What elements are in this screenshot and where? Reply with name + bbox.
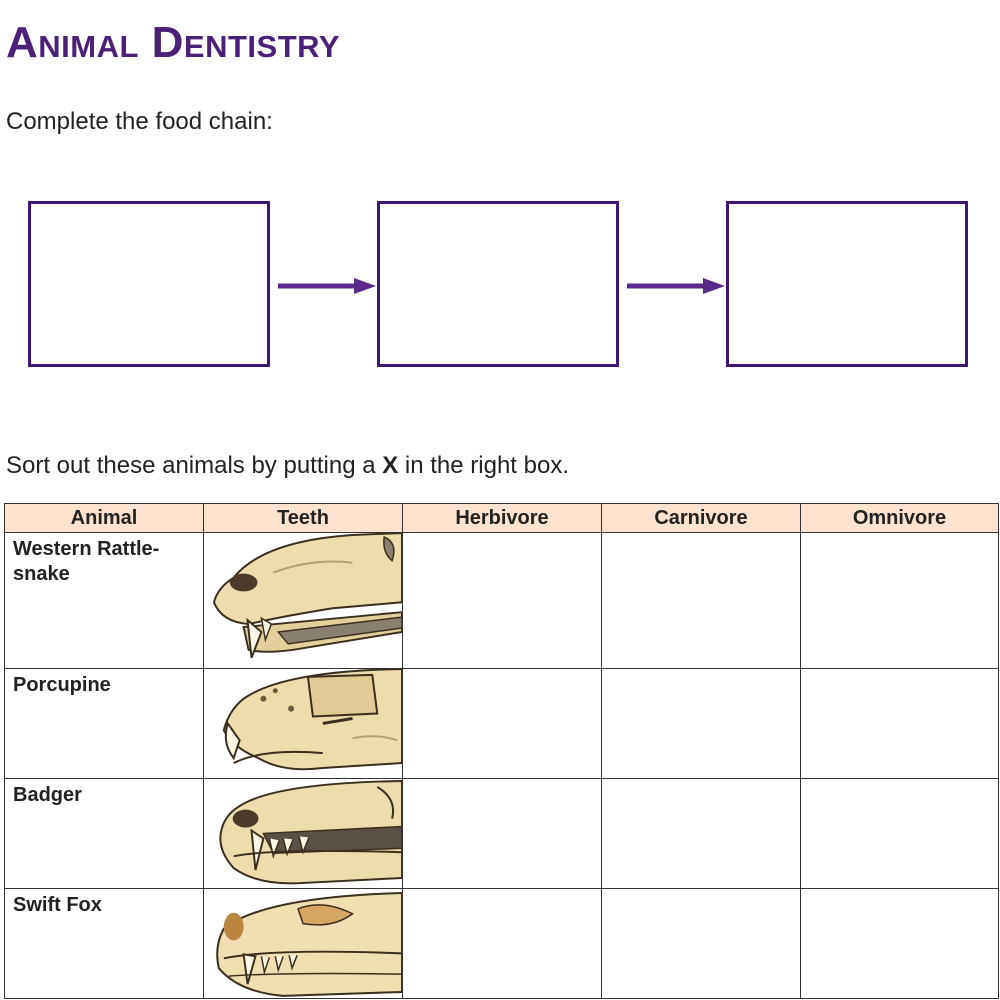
teeth-cell <box>204 779 403 889</box>
animal-name-continued: snake <box>13 563 70 585</box>
page-title: Animal Dentistry <box>6 18 341 67</box>
header-teeth: Teeth <box>204 504 403 533</box>
carnivore-cell[interactable] <box>602 533 801 669</box>
table-row <box>5 779 999 889</box>
sort-instruction-mark: X <box>382 452 399 479</box>
sort-instruction-text: Sort out these animals by putting a <box>6 452 383 479</box>
table-header-row <box>5 504 999 533</box>
omnivore-cell[interactable] <box>801 889 999 999</box>
omnivore-cell[interactable] <box>801 669 999 779</box>
header-omnivore: Omnivore <box>801 504 999 533</box>
food-chain-box-1[interactable] <box>28 201 270 367</box>
header-carnivore: Carnivore <box>602 504 801 533</box>
sort-table <box>4 503 999 999</box>
animal-name-cell <box>5 533 204 669</box>
porcupine-skull-image <box>204 669 402 778</box>
omnivore-cell[interactable] <box>801 779 999 889</box>
herbivore-cell[interactable] <box>403 533 602 669</box>
rattlesnake-skull-image <box>204 533 402 668</box>
table-row <box>5 669 999 779</box>
header-animal: Animal <box>5 504 204 533</box>
herbivore-cell[interactable] <box>403 889 602 999</box>
herbivore-cell[interactable] <box>403 669 602 779</box>
sort-instruction-text-end: in the right box. <box>398 452 569 479</box>
animal-name-cell <box>5 889 204 999</box>
carnivore-cell[interactable] <box>602 779 801 889</box>
food-chain-box-2[interactable] <box>377 201 619 367</box>
teeth-cell <box>204 533 403 669</box>
carnivore-cell[interactable] <box>602 889 801 999</box>
herbivore-cell[interactable] <box>403 779 602 889</box>
carnivore-cell[interactable] <box>602 669 801 779</box>
food-chain-box-3[interactable] <box>726 201 968 367</box>
swift-fox-skull-image <box>204 889 402 998</box>
animal-name: Western Rattle- <box>13 538 160 560</box>
teeth-cell <box>204 889 403 999</box>
animal-name-cell <box>5 669 204 779</box>
omnivore-cell[interactable] <box>801 533 999 669</box>
arrow-right-icon <box>625 276 727 296</box>
animal-name: Porcupine <box>13 674 111 696</box>
badger-skull-image <box>204 779 402 888</box>
header-herbivore: Herbivore <box>403 504 602 533</box>
food-chain-instruction: Complete the food chain: <box>6 108 273 135</box>
table-row <box>5 889 999 999</box>
animal-name-cell <box>5 779 204 889</box>
table-row <box>5 533 999 669</box>
arrow-right-icon <box>276 276 378 296</box>
animal-name: Swift Fox <box>13 894 102 916</box>
sort-instruction <box>6 452 569 480</box>
teeth-cell <box>204 669 403 779</box>
animal-name: Badger <box>13 784 82 806</box>
